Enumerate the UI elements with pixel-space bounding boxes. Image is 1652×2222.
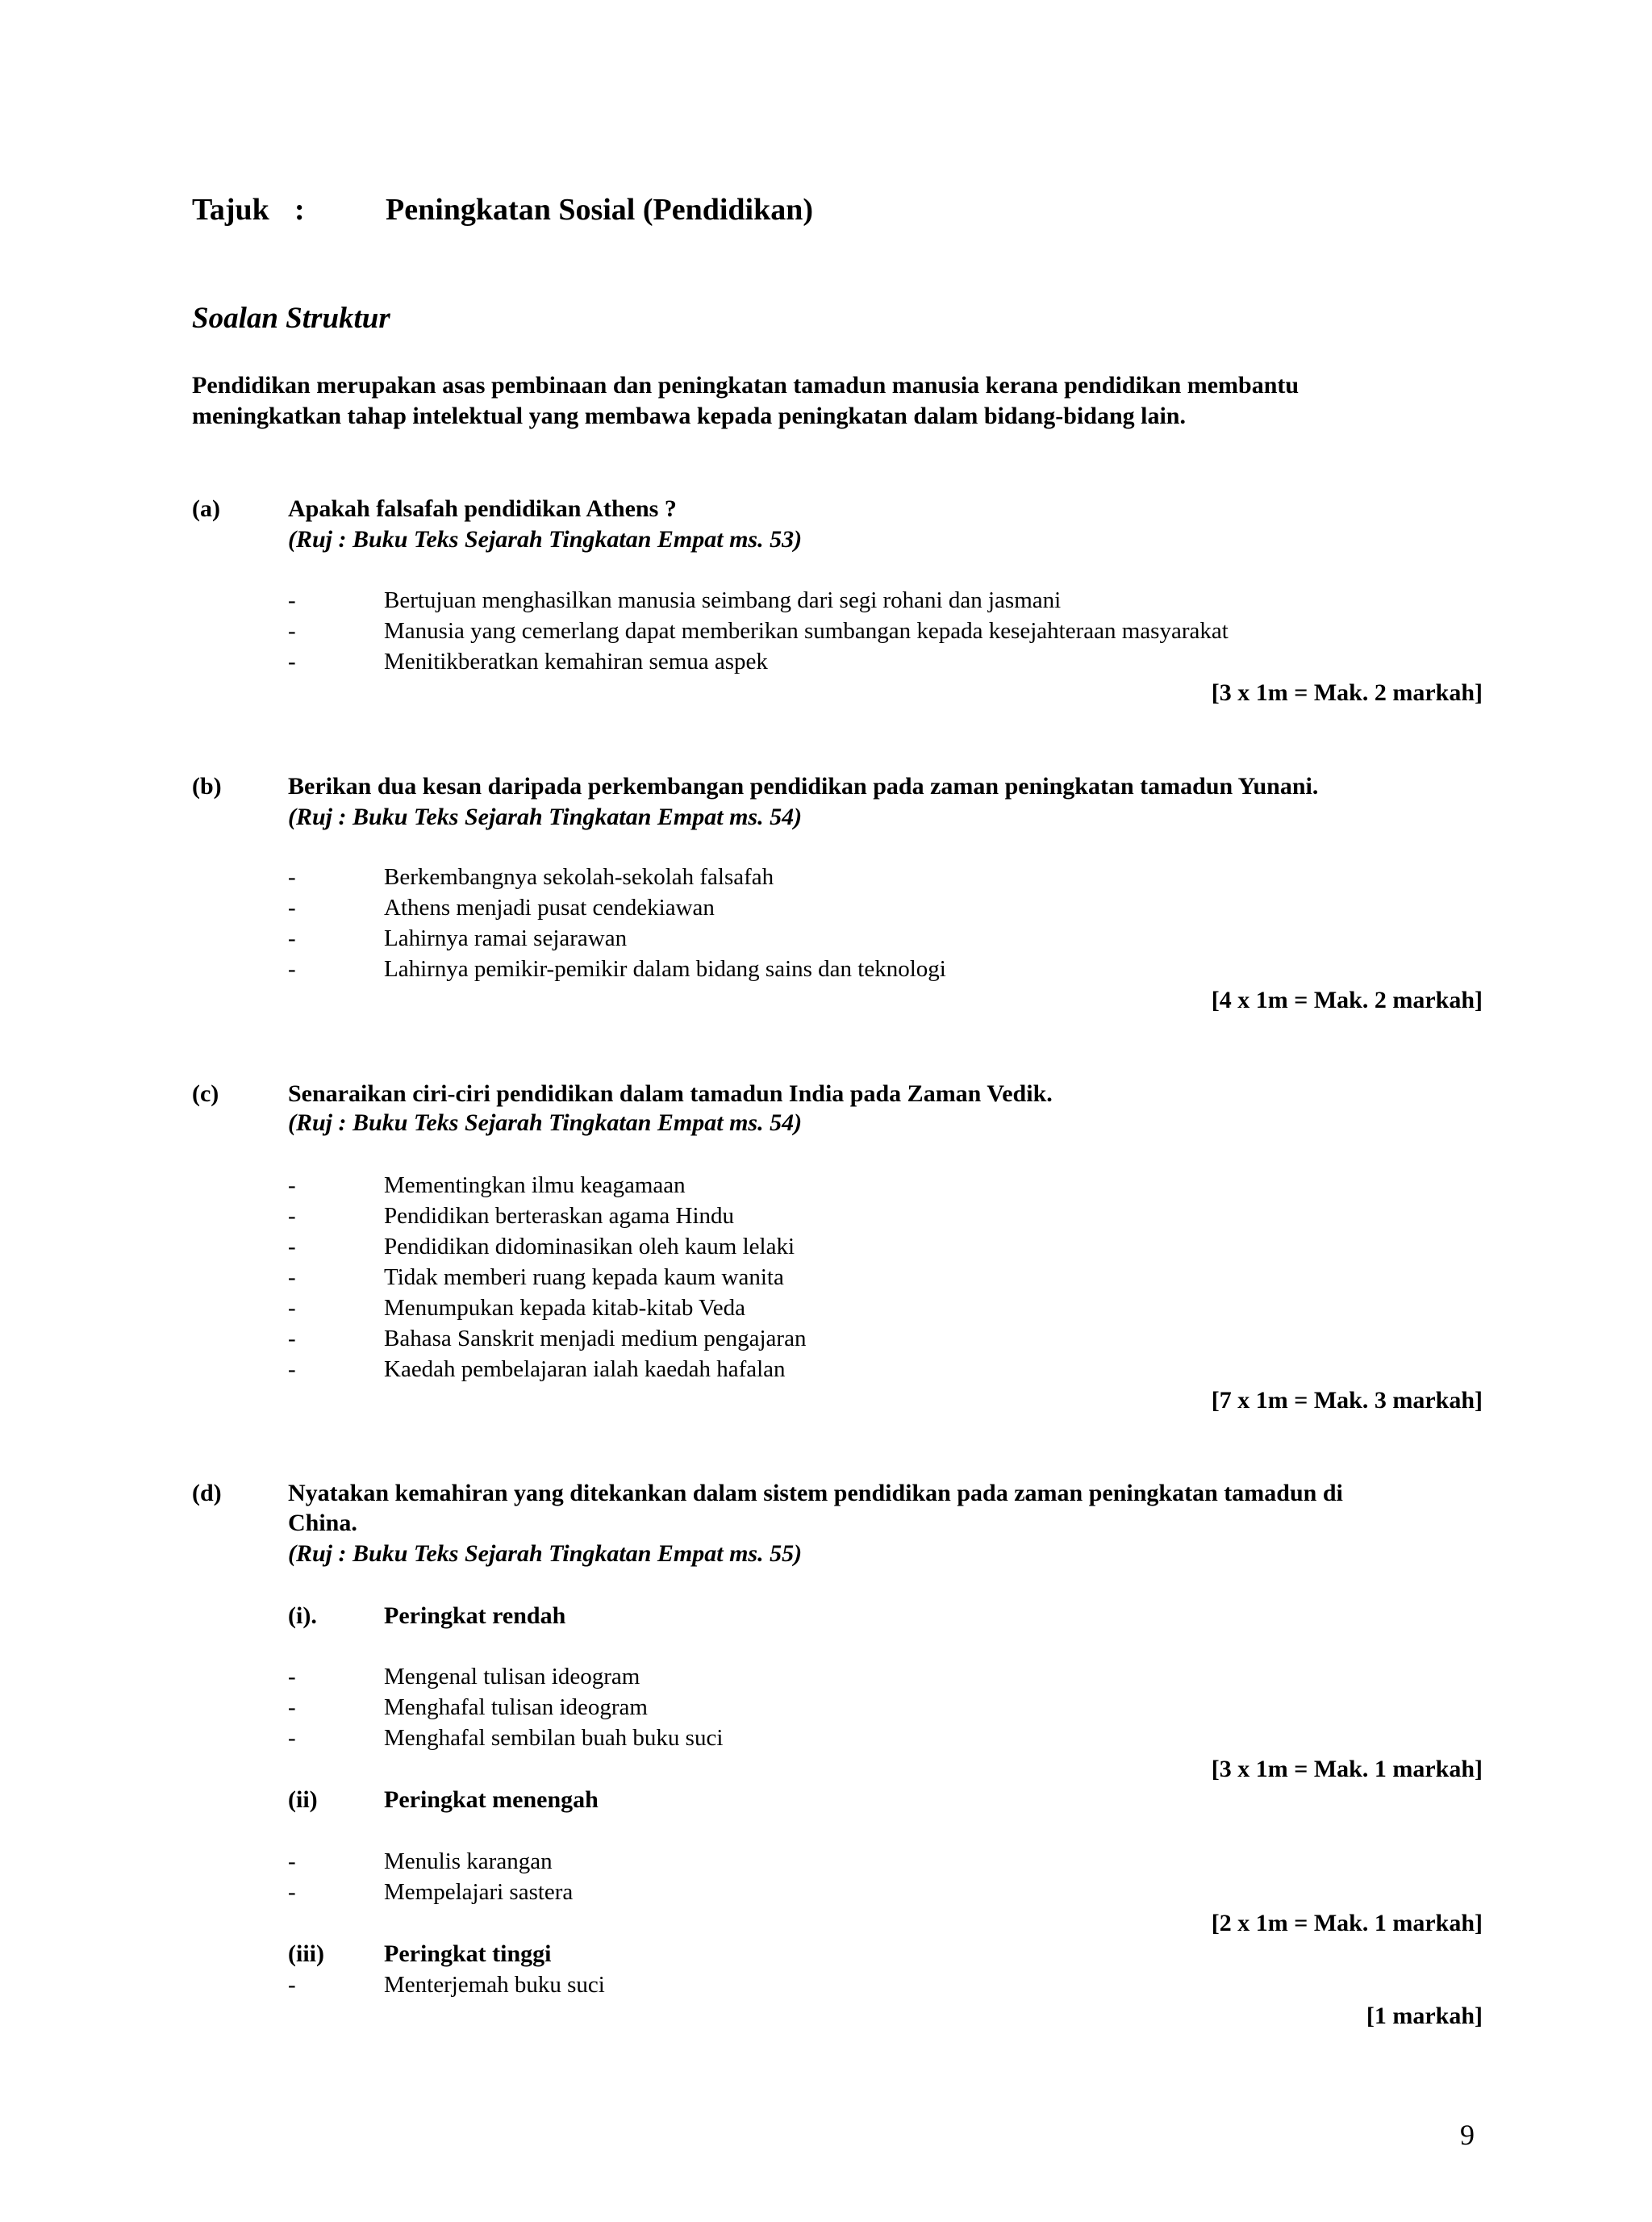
header-label: Tajuk xyxy=(192,193,269,227)
marks-d-iii: [1 markah] xyxy=(1366,2003,1483,2029)
bullet: - xyxy=(288,618,296,644)
section-title: Soalan Struktur xyxy=(192,302,390,335)
bullet: - xyxy=(288,895,296,921)
bullet: - xyxy=(288,1326,296,1351)
marks-b: [4 x 1m = Mak. 2 markah] xyxy=(1211,987,1483,1013)
answer-d-iii-1: Menterjemah buku suci xyxy=(384,1972,605,1998)
question-b-label: (b) xyxy=(192,773,222,800)
marks-d-i: [3 x 1m = Mak. 1 markah] xyxy=(1211,1756,1483,1782)
bullet: - xyxy=(288,587,296,613)
question-c-text: Senaraikan ciri-ciri pendidikan dalam tamadun India pada Zaman Vedik. xyxy=(288,1080,1053,1107)
answer-c-6: Bahasa Sanskrit menjadi medium pengajaran xyxy=(384,1326,807,1351)
part-iii-label: (iii) xyxy=(288,1940,324,1967)
part-ii-title: Peringkat menengah xyxy=(384,1786,599,1813)
answer-a-3: Menitikberatkan kemahiran semua aspek xyxy=(384,649,768,675)
question-b-reference: (Ruj : Buku Teks Sejarah Tingkatan Empat ms. 54) xyxy=(288,804,803,830)
question-d-reference: (Ruj : Buku Teks Sejarah Tingkatan Empat ms. 55) xyxy=(288,1540,803,1567)
bullet: - xyxy=(288,1694,296,1720)
answer-c-4: Tidak memberi ruang kepada kaum wanita xyxy=(384,1264,784,1290)
question-d-label: (d) xyxy=(192,1480,222,1506)
bullet: - xyxy=(288,1264,296,1290)
marks-c: [7 x 1m = Mak. 3 markah] xyxy=(1211,1387,1483,1414)
question-d-text-line-1: Nyatakan kemahiran yang ditekankan dalam sistem pendidikan pada zaman peningkatan tamadun di xyxy=(288,1480,1343,1506)
bullet: - xyxy=(288,1203,296,1229)
page-number: 9 xyxy=(1460,2119,1475,2151)
answer-d-i-2: Menghafal tulisan ideogram xyxy=(384,1694,648,1720)
answer-b-4: Lahirnya pemikir-pemikir dalam bidang sains dan teknologi xyxy=(384,956,946,982)
question-a-label: (a) xyxy=(192,495,220,522)
marks-d-ii: [2 x 1m = Mak. 1 markah] xyxy=(1211,1910,1483,1936)
answer-d-i-3: Menghafal sembilan buah buku suci xyxy=(384,1725,724,1751)
bullet: - xyxy=(288,1295,296,1321)
bullet: - xyxy=(288,1879,296,1905)
bullet: - xyxy=(288,1356,296,1382)
answer-a-2: Manusia yang cemerlang dapat memberikan sumbangan kepada kesejahteraan masyarakat xyxy=(384,618,1229,644)
part-i-title: Peringkat rendah xyxy=(384,1602,566,1629)
question-d-text-line-2: China. xyxy=(288,1510,357,1536)
answer-d-ii-2: Mempelajari sastera xyxy=(384,1879,574,1905)
answer-c-5: Menumpukan kepada kitab-kitab Veda xyxy=(384,1295,746,1321)
answer-a-1: Bertujuan menghasilkan manusia seimbang dari segi rohani dan jasmani xyxy=(384,587,1062,613)
answer-c-2: Pendidikan berteraskan agama Hindu xyxy=(384,1203,735,1229)
page-title: Peningkatan Sosial (Pendidikan) xyxy=(386,193,814,227)
intro-line-1: Pendidikan merupakan asas pembinaan dan peningkatan tamadun manusia kerana pendidikan membantu xyxy=(192,372,1299,399)
bullet: - xyxy=(288,956,296,982)
question-c-label: (c) xyxy=(192,1080,219,1107)
bullet: - xyxy=(288,649,296,675)
bullet: - xyxy=(288,1972,296,1998)
question-a-text: Apakah falsafah pendidikan Athens ? xyxy=(288,495,677,522)
question-a-reference: (Ruj : Buku Teks Sejarah Tingkatan Empat ms. 53) xyxy=(288,526,803,553)
part-i-label: (i). xyxy=(288,1602,317,1629)
bullet: - xyxy=(288,864,296,890)
marks-a: [3 x 1m = Mak. 2 markah] xyxy=(1211,679,1483,706)
bullet: - xyxy=(288,1234,296,1259)
intro-line-2: meningkatkan tahap intelektual yang membawa kepada peningkatan dalam bidang-bidang lain. xyxy=(192,403,1186,429)
answer-c-7: Kaedah pembelajaran ialah kaedah hafalan xyxy=(384,1356,786,1382)
part-ii-label: (ii) xyxy=(288,1786,318,1813)
bullet: - xyxy=(288,1725,296,1751)
bullet: - xyxy=(288,1172,296,1198)
answer-c-1: Mementingkan ilmu keagamaan xyxy=(384,1172,686,1198)
question-b-text: Berikan dua kesan daripada perkembangan pendidikan pada zaman peningkatan tamadun Yunani. xyxy=(288,773,1319,800)
question-c-reference: (Ruj : Buku Teks Sejarah Tingkatan Empat ms. 54) xyxy=(288,1109,803,1136)
bullet: - xyxy=(288,1848,296,1874)
answer-d-i-1: Mengenal tulisan ideogram xyxy=(384,1664,640,1689)
bullet: - xyxy=(288,925,296,951)
answer-b-2: Athens menjadi pusat cendekiawan xyxy=(384,895,715,921)
answer-b-3: Lahirnya ramai sejarawan xyxy=(384,925,628,951)
header-colon: : xyxy=(294,193,305,227)
answer-b-1: Berkembangnya sekolah-sekolah falsafah xyxy=(384,864,774,890)
bullet: - xyxy=(288,1664,296,1689)
answer-c-3: Pendidikan didominasikan oleh kaum lelaki xyxy=(384,1234,795,1259)
part-iii-title: Peringkat tinggi xyxy=(384,1940,552,1967)
answer-d-ii-1: Menulis karangan xyxy=(384,1848,553,1874)
